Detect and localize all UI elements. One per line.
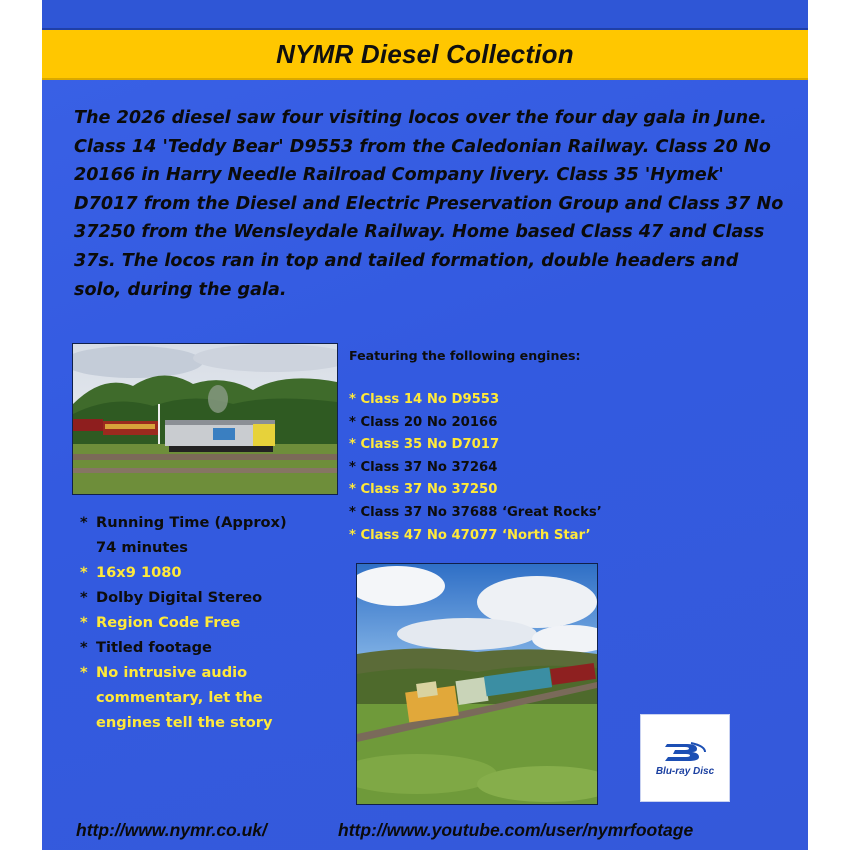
spec-item: * Dolby Digital Stereo (80, 589, 263, 606)
photo-train-trees (72, 343, 338, 495)
spec-item: * No intrusive audio commentary, let the engines tell the story (80, 664, 273, 731)
top-band (42, 0, 808, 30)
cover-title: NYMR Diesel Collection (276, 38, 574, 69)
spec-item: * Titled footage (80, 639, 212, 656)
youtube-channel-link[interactable]: http://www.youtube.com/user/nymrfootage (338, 820, 694, 840)
bluray-logo-icon (661, 740, 709, 764)
nymr-website-link[interactable]: http://www.nymr.co.uk/ (76, 820, 267, 840)
engine-item: * Class 37 No 37250 (349, 482, 498, 498)
spec-item: * Running Time (Approx) 74 minutes (80, 514, 287, 556)
engine-item: * Class 37 No 37264 (349, 459, 498, 475)
featuring-heading: Featuring the following engines: (349, 348, 581, 363)
title-banner (42, 30, 808, 80)
photo-moorland-train-image (357, 564, 597, 804)
engine-item: * Class 47 No 47077 ‘North Star’ (349, 527, 591, 543)
spec-item: * 16x9 1080 (80, 564, 182, 581)
spec-list (80, 510, 310, 735)
engine-item: * Class 37 No 37688 ‘Great Rocks’ (349, 504, 602, 520)
engine-item: * Class 35 No D7017 (349, 437, 500, 453)
bluray-logo (640, 714, 730, 802)
cover-panel (42, 0, 808, 850)
engine-list (349, 389, 602, 547)
bluray-label: Blu-ray Disc (655, 765, 715, 777)
description-text: The 2026 diesel saw four visiting locos over the four day gala in June. Class 14 'Teddy Bear' D9553 from the Caledonian Railway. Class 20 No 20166 in Harry Needle Railroad Company livery. Class 35 'Hymek' D7017 from the Diesel and Electric Preservation Group and Class 37 No 37250 from the Wensleydale Railway. Home based Class 47 and Class 37s. The locos ran in top and tailed formation, double headers and solo, during the gala. (74, 108, 784, 300)
engine-item: * Class 20 No 20166 (349, 414, 498, 430)
engine-item: * Class 14 No D9553 (349, 392, 500, 407)
photo-train-trees-image (73, 344, 337, 494)
spec-item: * Region Code Free (80, 614, 241, 631)
photo-moorland-train (356, 563, 598, 805)
